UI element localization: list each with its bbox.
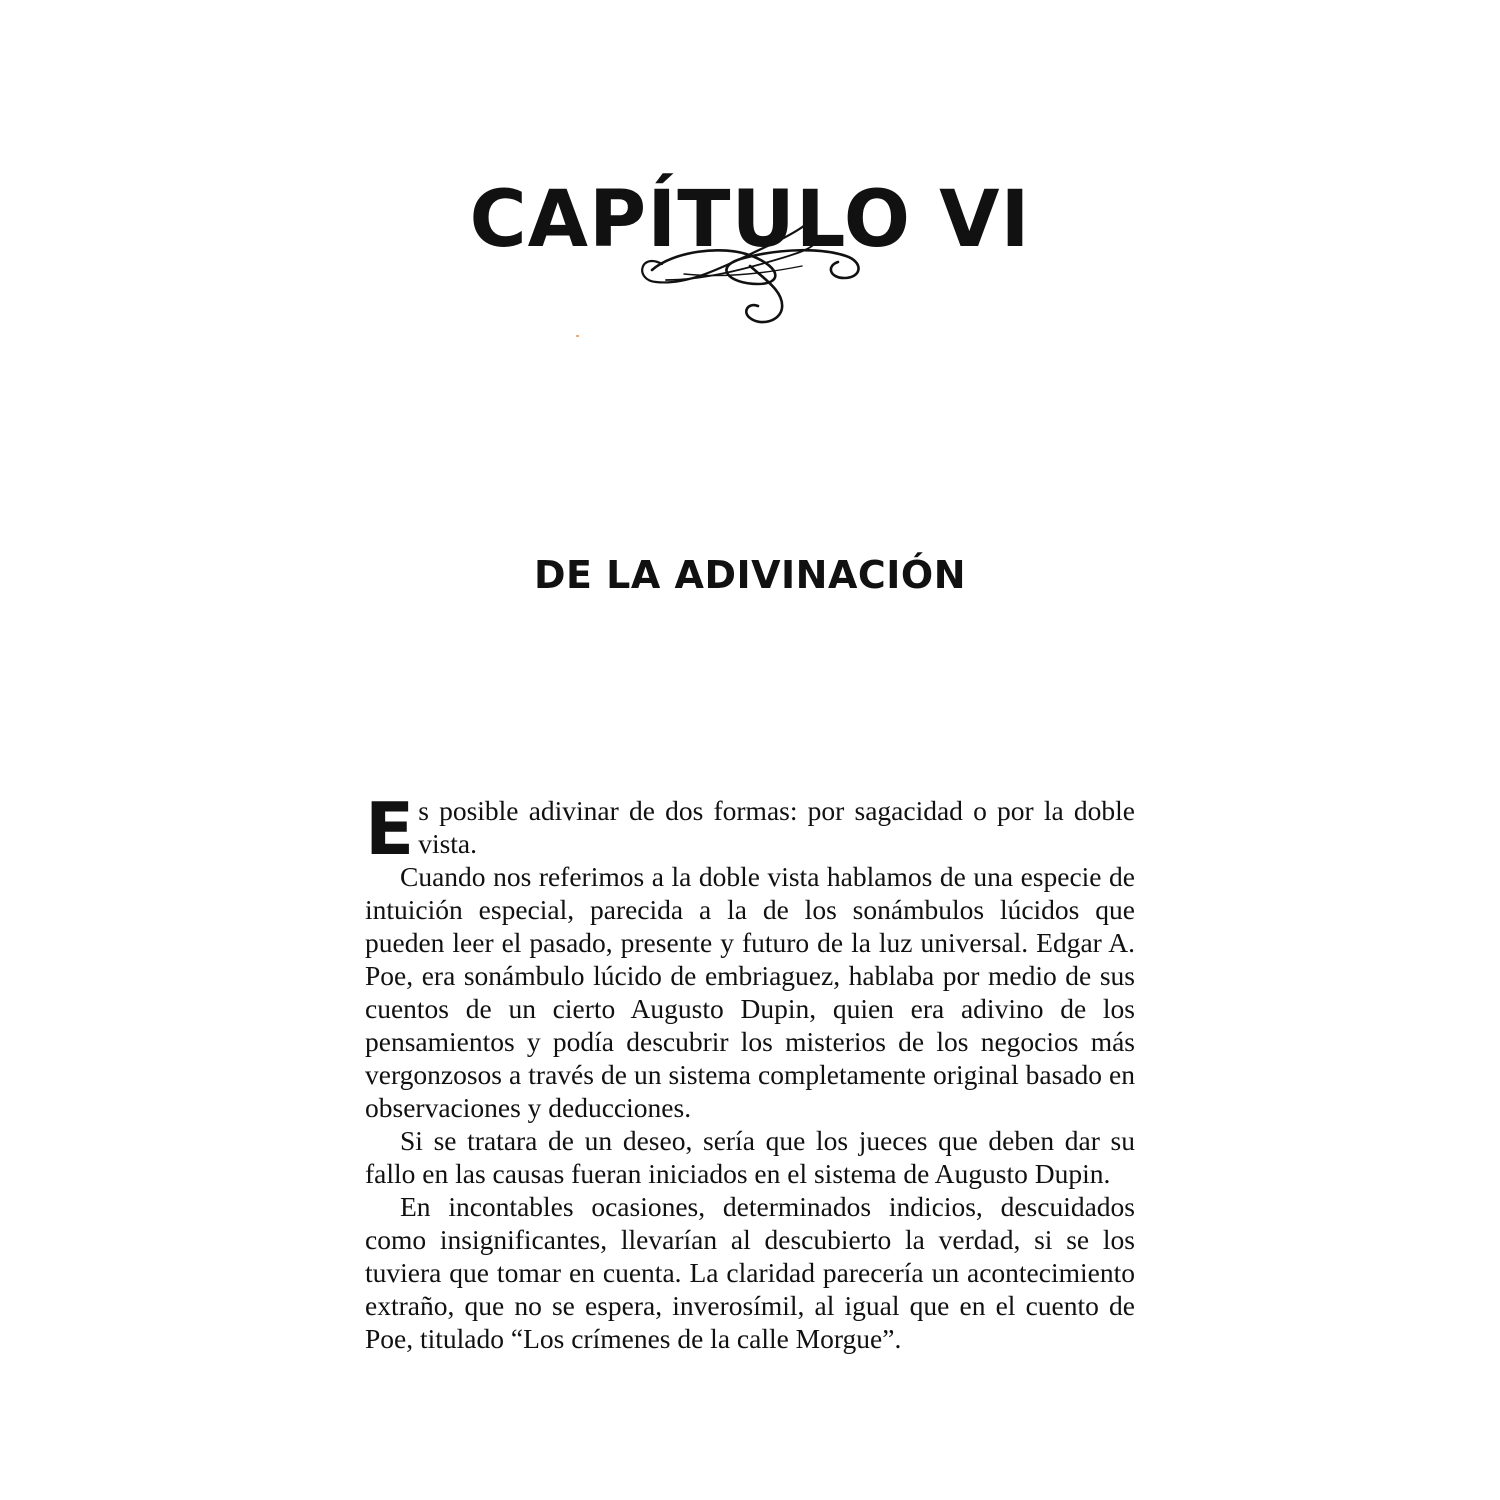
paper-speck <box>576 335 579 337</box>
chapter-title: CAPÍTULO VI <box>469 175 1031 266</box>
flourish-ornament-icon <box>632 222 868 330</box>
drop-cap: E <box>365 787 415 871</box>
chapter-subtitle: DE LA ADIVINACIÓN <box>533 552 967 597</box>
body-text <box>365 787 1135 1355</box>
paragraph-2: Cuando nos referimos a la doble vista hablamos de una especie de intuición especial, parecida a la de los sonámbulos lúcidos que pueden leer el pasado, presente y futuro de la luz universal. Edgar A. Poe, era sonámbulo lúcido de embriaguez, hablaba por medio de sus cuentos de un cierto Augusto Dupin, quien era adivino de los pensamientos y podía descubrir los misterios de los negocios más vergonzosos a través de un sistema completamente original basado en observaciones y deducciones. <box>365 861 1135 1123</box>
paragraph-4: En incontables ocasiones, determinados indicios, descuidados como insignificantes, llevarían al descubierto la verdad, si se los tuviera que tomar en cuenta. La claridad parecería un acontecimiento extraño, que no se espera, inverosímil, al igual que en el cuento de Poe, titulado “Los crímenes de la calle Morgue”. <box>365 1191 1135 1354</box>
paragraph-1-text: s posible adivinar de dos formas: por sagacidad o por la doble vista. <box>418 795 1135 859</box>
paragraph-3: Si se tratara de un deseo, sería que los jueces que deben dar su fallo en las causas fueran iniciados en el sistema de Augusto Dupin. <box>365 1125 1135 1189</box>
paragraph-1 <box>365 787 1135 871</box>
